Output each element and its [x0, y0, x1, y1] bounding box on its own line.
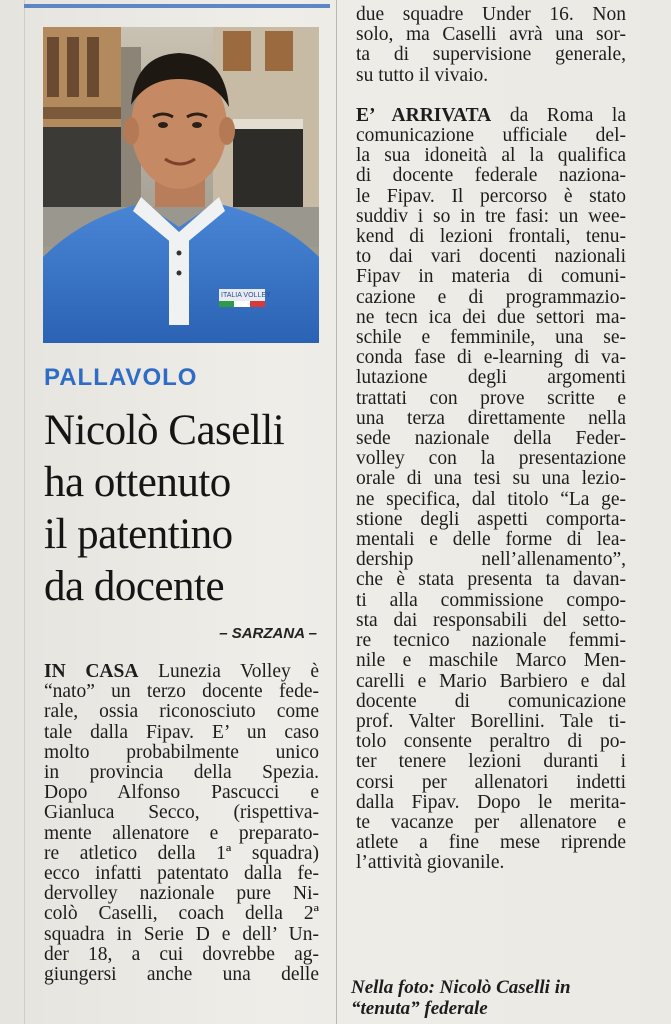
body-line: sta dai responsabili del setto- [356, 609, 626, 631]
body-text: da Roma la [509, 104, 627, 126]
body-line: squadra in Serie D e dell’ Un- [44, 923, 319, 945]
section-kicker: PALLAVOLO [44, 364, 198, 391]
body-line: trattati con prove scritte e [356, 387, 626, 409]
body-line [356, 106, 626, 126]
body-line: carelli e Mario Barbiero e dal [356, 670, 626, 692]
body-line: l’attività giovanile. [356, 852, 505, 874]
body-line: Fipav in materia di comuni- [356, 266, 626, 288]
body-line: ne tecn ica dei due settori ma- [356, 306, 626, 328]
lead-word-2: E’ ARRIVATA [356, 104, 492, 126]
body-line: sede nazionale della Feder- [356, 428, 626, 450]
body-line: dalla Fipav. Dopo le merita- [356, 791, 626, 813]
lead-word: IN CASA [44, 661, 139, 682]
photo-caption [351, 977, 631, 1019]
body-line: ne specifica, dal titolo “La ge- [356, 488, 626, 510]
body-line: dership nell’allenamento”, [356, 549, 626, 571]
body-line: ter tenere lezioni duranti i [356, 751, 626, 773]
headline-line: ha ottenuto [44, 459, 231, 506]
headline-line: da docente [44, 563, 225, 610]
body-line: colò Caselli, coach della 2ª [44, 903, 319, 925]
body-line: to dai vari docenti nazionali [356, 246, 626, 268]
body-line: mente allenatore e preparato- [44, 822, 319, 844]
body-line: solo, ma Caselli avrà una sor- [356, 24, 626, 46]
dateline: – SARZANA – [219, 625, 317, 642]
column-divider [336, 0, 337, 1024]
body-line: corsi per allenatori indetti [356, 771, 626, 793]
article-photo [43, 27, 319, 343]
body-line: rale, ossia riconosciuto come [44, 701, 319, 723]
headline-line: Nicolò Caselli [44, 407, 285, 454]
jersey-label: ITALIA VOLLEY [221, 292, 271, 299]
body-line: docente di comunicazione [356, 690, 626, 712]
body-line: schile e femminile, una se- [356, 327, 626, 349]
article-body-right [356, 5, 626, 874]
page-edge [24, 0, 25, 1024]
body-line: stione degli aspetti comporta- [356, 508, 626, 530]
body-line: tale dalla Fipav. E’ un caso [44, 721, 319, 743]
paragraph-gap [356, 86, 626, 106]
article-body-left [44, 662, 319, 985]
body-line: giungersi anche una delle [44, 964, 319, 986]
photo-illustration [43, 27, 319, 343]
body-line: te vacanze per allenatore e [356, 811, 626, 833]
body-line: ta di supervisione generale, [356, 44, 626, 66]
headline [44, 405, 334, 613]
body-line: atlete a fine mese riprende [356, 832, 626, 854]
body-line: Dopo Alfonso Pascucci e [44, 782, 319, 804]
body-line: una terza direttamente nella [356, 407, 626, 429]
caption-line: Nella foto: Nicolò Caselli in [351, 977, 571, 998]
top-rule [24, 4, 330, 8]
body-line: conda fase di e-learning di va- [356, 347, 626, 369]
body-line: che è stata presenta ta davan- [356, 569, 626, 591]
body-line: orale di una tesi su una lezio- [356, 468, 626, 490]
body-line: dervolley nazionale pure Ni- [44, 883, 319, 905]
body-line: cazione e di programmazio- [356, 286, 626, 308]
body-line: di docente federale naziona- [356, 165, 626, 187]
body-line: ecco infatti patentato dalla fe- [44, 863, 319, 885]
body-line: le Fipav. Il percorso è stato [356, 185, 626, 207]
body-line: molto probabilmente unico [44, 741, 319, 763]
body-line: ti alla commissione compo- [356, 589, 626, 611]
body-text: Lunezia Volley è [158, 661, 320, 682]
headline-line: il patentino [44, 511, 233, 558]
body-line: nile e maschile Marco Men- [356, 650, 626, 672]
body-line: der 18, a cui dovrebbe ag- [44, 943, 319, 965]
body-line: tolo consente peraltro di po- [356, 731, 626, 753]
body-line: comunicazione ufficiale del- [356, 125, 626, 147]
body-line: in provincia della Spezia. [44, 762, 319, 784]
body-line: Gianluca Secco, (rispettiva- [44, 802, 319, 824]
caption-line: “tenuta” federale [351, 998, 488, 1019]
body-line: volley con la presentazione [356, 448, 626, 470]
body-line: re tecnico nazionale femmi- [356, 630, 626, 652]
body-line: su tutto il vivaio. [356, 64, 489, 86]
body-line [44, 662, 319, 682]
body-line: due squadre Under 16. Non [356, 4, 626, 25]
body-line: lutazione degli argomenti [356, 367, 626, 389]
body-line: prof. Valter Borellini. Tale ti- [356, 710, 626, 732]
body-line: re atletico della 1ª squadra) [44, 842, 319, 864]
body-line: mentali e delle forme di lea- [356, 529, 626, 551]
body-line: “nato” un terzo docente fede- [44, 681, 319, 703]
body-line: la sua idoneità al la qualifica [356, 145, 626, 167]
body-line: kend di lezioni frontali, tenu- [356, 226, 626, 248]
body-line: suddiv i so in tre fasi: un wee- [356, 205, 626, 227]
